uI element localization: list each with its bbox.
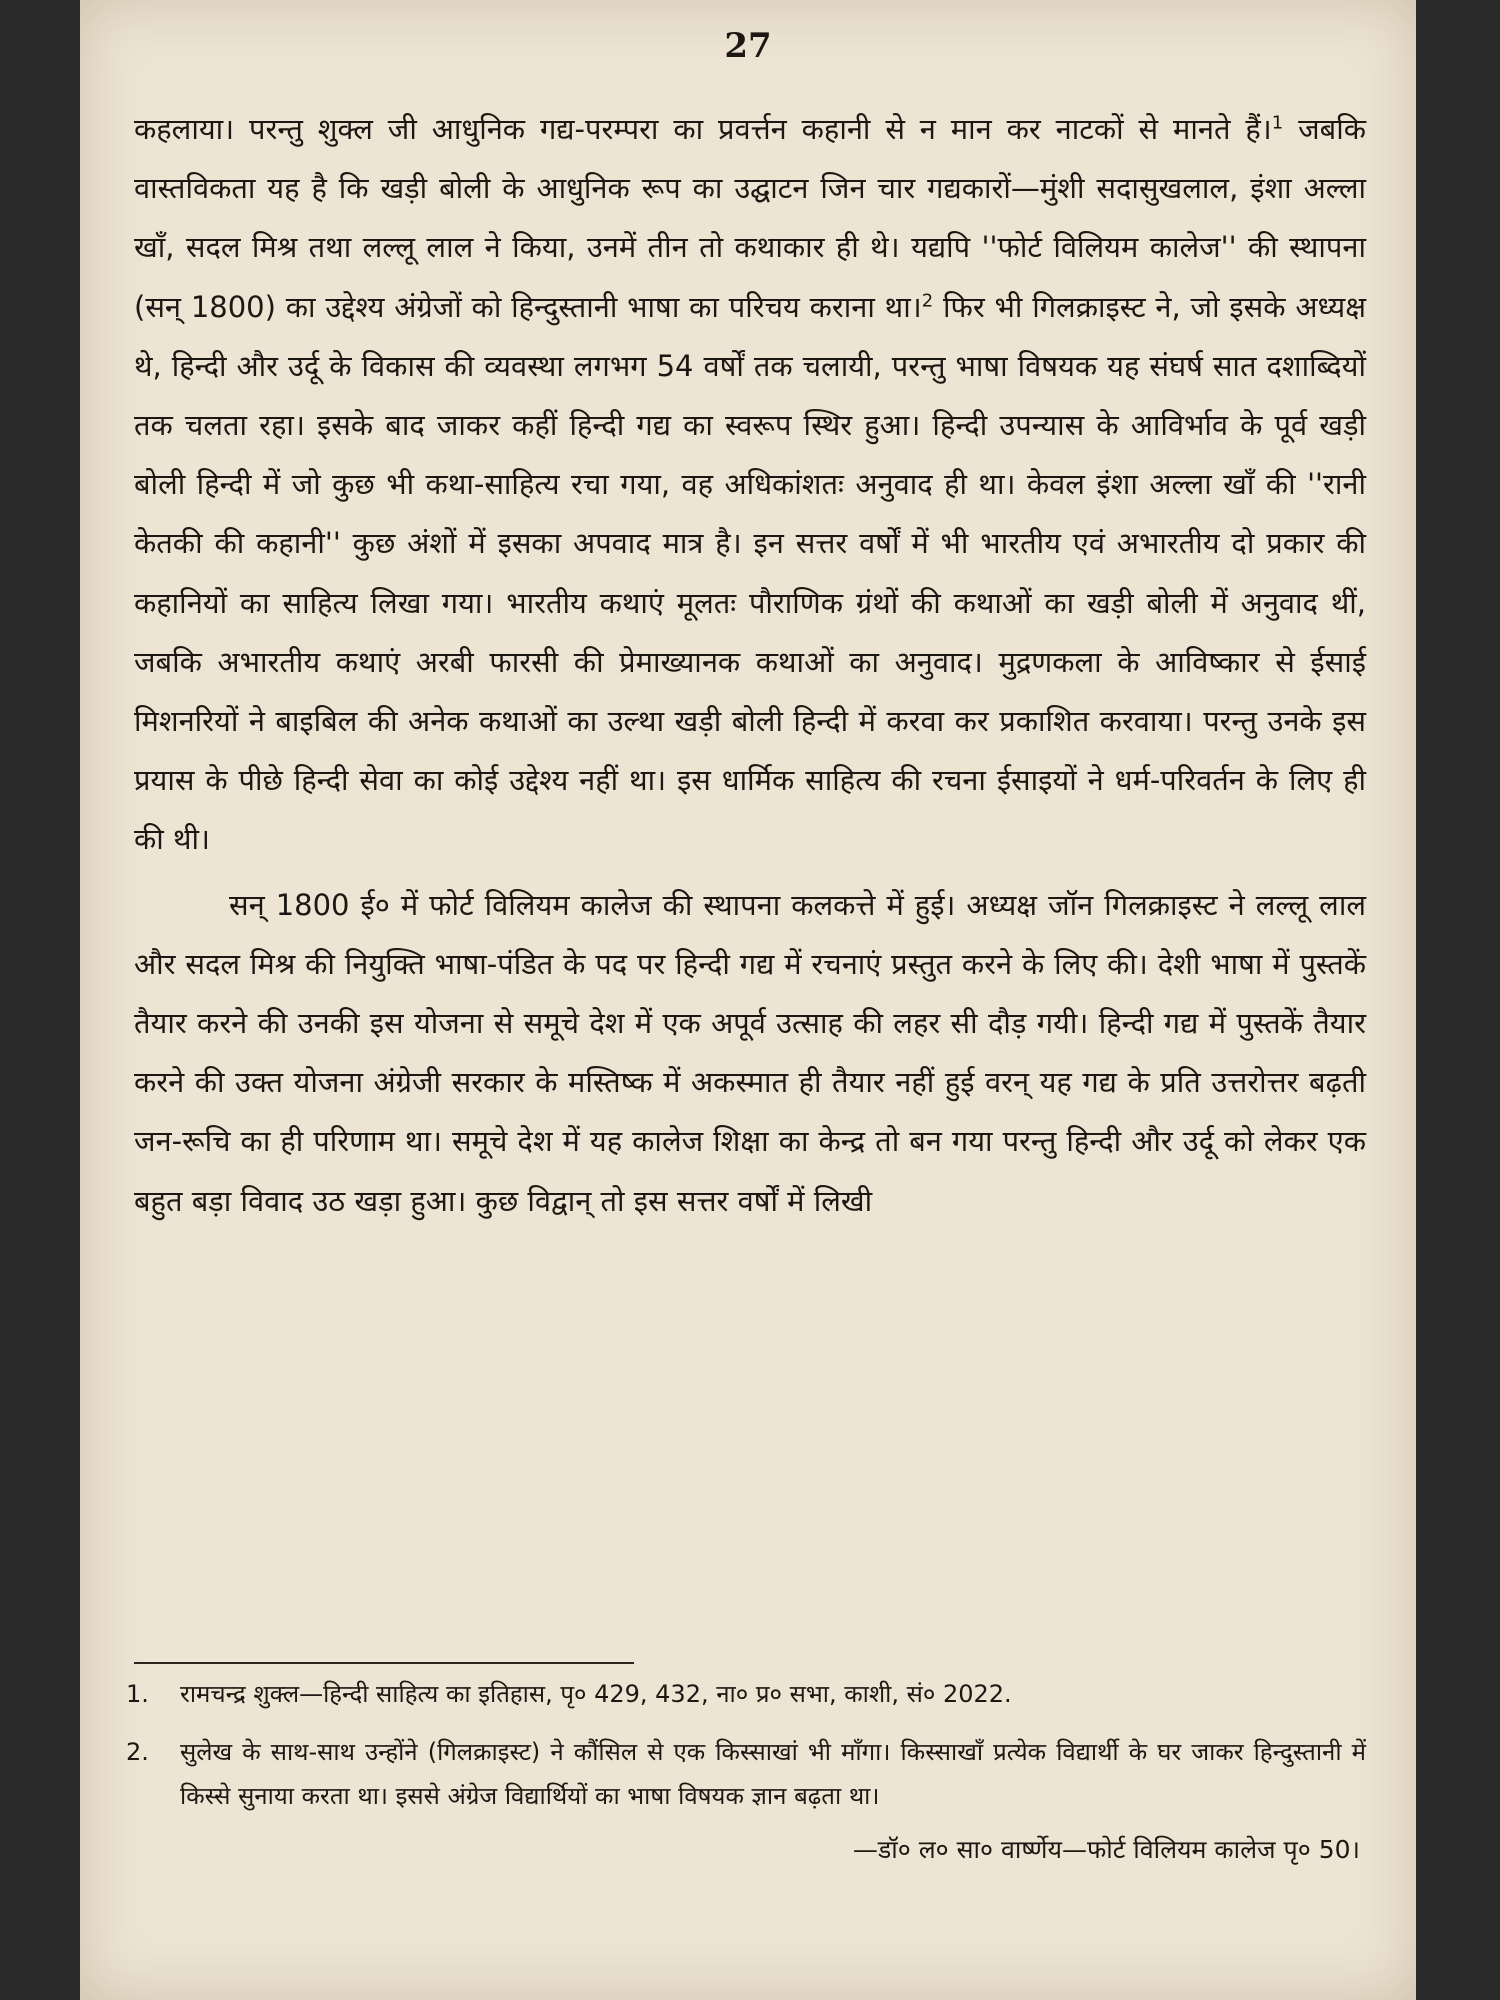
- footnote-ref-2[interactable]: 2: [921, 289, 934, 311]
- footnote-2-text: सुलेख के साथ-साथ उन्होंने (गिलक्राइस्ट) ने कौंसिल से एक किस्साखां भी माँगा। किस्साखाँ प्रत्येक विद्यार्थी के घर जाकर हिन्दुस्तानी में किस्से सुनाया करता था। इससे अंग्रेज विद्यार्थियों का भाषा विषयक ज्ञान बढ़ता था।: [180, 1738, 1366, 1810]
- footnote-divider: [134, 1662, 634, 1664]
- footnote-1: [116, 1672, 1366, 1716]
- paragraph-1-text-b: जबकि वास्तविकता यह है कि खड़ी बोली के आधुनिक रूप का उद्घाटन जिन चार गद्यकारों—मुंशी सदासुखलाल, इंशा अल्ला खाँ, सदल मिश्र तथा लल्लू लाल ने किया, उनमें तीन तो कथाकार ही थे। यद्यपि ''फोर्ट विलियम कालेज'' की स्थापना (सन् 1800) का उद्देश्य अंग्रेजों को हिन्दुस्तानी भाषा का परिचय कराना था।: [134, 112, 1366, 324]
- footnote-ref-1[interactable]: 1: [1271, 112, 1284, 134]
- book-page: [80, 0, 1416, 2000]
- footnote-1-text: रामचन्द्र शुक्ल—हिन्दी साहित्य का इतिहास, पृ० 429, 432, ना० प्र० सभा, काशी, सं० 2022.: [180, 1680, 1012, 1708]
- footnotes: [116, 1672, 1366, 1874]
- footnote-2: [116, 1730, 1366, 1818]
- paragraph-2: सन् 1800 ई० में फोर्ट विलियम कालेज की स्थापना कलकत्ते में हुई। अध्यक्ष जॉन गिलक्राइस्ट ने लल्लू लाल और सदल मिश्र की नियुक्ति भाषा-पंडित के पद पर हिन्दी गद्य में रचनाएं प्रस्तुत करने के लिए की। देशी भाषा में पुस्तकें तैयार करने की उनकी इस योजना से समूचे देश में एक अपूर्व उत्साह की लहर सी दौड़ गयी। हिन्दी गद्य में पुस्तकें तैयार करने की उक्त योजना अंग्रेजी सरकार के मस्तिष्क में अकस्मात ही तैयार नहीं हुई वरन् यह गद्य के प्रति उत्तरोत्तर बढ़ती जन-रूचि का ही परिणाम था। समूचे देश में यह कालेज शिक्षा का केन्द्र तो बन गया परन्तु हिन्दी और उर्दू को लेकर एक बहुत बड़ा विवाद उठ खड़ा हुआ। कुछ विद्वान् तो इस सत्तर वर्षों में लिखी: [134, 887, 1366, 1218]
- paragraph-1-text-a: कहलाया। परन्तु शुक्ल जी आधुनिक गद्य-परम्परा का प्रवर्त्तन कहानी से न मान कर नाटकों से मानते हैं।: [134, 112, 1272, 146]
- paragraph-1: [134, 100, 1366, 870]
- footnote-2-credit: —डॉ० ल० सा० वार्ष्णेय—फोर्ट विलियम कालेज पृ० 50।: [852, 1835, 1360, 1864]
- main-text: [134, 100, 1366, 1231]
- footnote-1-number: 1.: [126, 1680, 149, 1708]
- page-number: 27: [724, 26, 772, 66]
- footnote-2-number: 2.: [126, 1738, 149, 1766]
- paragraph-1-text-c: फिर भी गिलक्राइस्ट ने, जो इसके अध्यक्ष थे, हिन्दी और उर्दू के विकास की व्यवस्था लगभग 54 वर्षों तक चलायी, परन्तु भाषा विषयक यह संघर्ष सात दशाब्दियों तक चलता रहा। इसके बाद जाकर कहीं हिन्दी गद्य का स्वरूप स्थिर हुआ। हिन्दी उपन्यास के आविर्भाव के पूर्व खड़ी बोली हिन्दी में जो कुछ भी कथा-साहित्य रचा गया, वह अधिकांशतः अनुवाद ही था। केवल इंशा अल्ला खाँ की ''रानी केतकी की कहानी'' कुछ अंशों में इसका अपवाद मात्र है। इन सत्तर वर्षों में भी भारतीय एवं अभारतीय दो प्रकार की कहानियों का साहित्य लिखा गया। भारतीय कथाएं मूलतः पौराणिक ग्रंथों की कथाओं का खड़ी बोली में अनुवाद थीं, जबकि अभारतीय कथाएं अरबी फारसी की प्रेमाख्यानक कथाओं का अनुवाद। मुद्रणकला के आविष्कार से ईसाई मिशनरियों ने बाइबिल की अनेक कथाओं का उल्था खड़ी बोली हिन्दी में करवा कर प्रकाशित करवाया। परन्तु उनके इस प्रयास के पीछे हिन्दी सेवा का कोई उद्देश्य नहीं था। इस धार्मिक साहित्य की रचना ईसाइयों ने धर्म-परिवर्तन के लिए ही की थी।: [134, 289, 1366, 857]
